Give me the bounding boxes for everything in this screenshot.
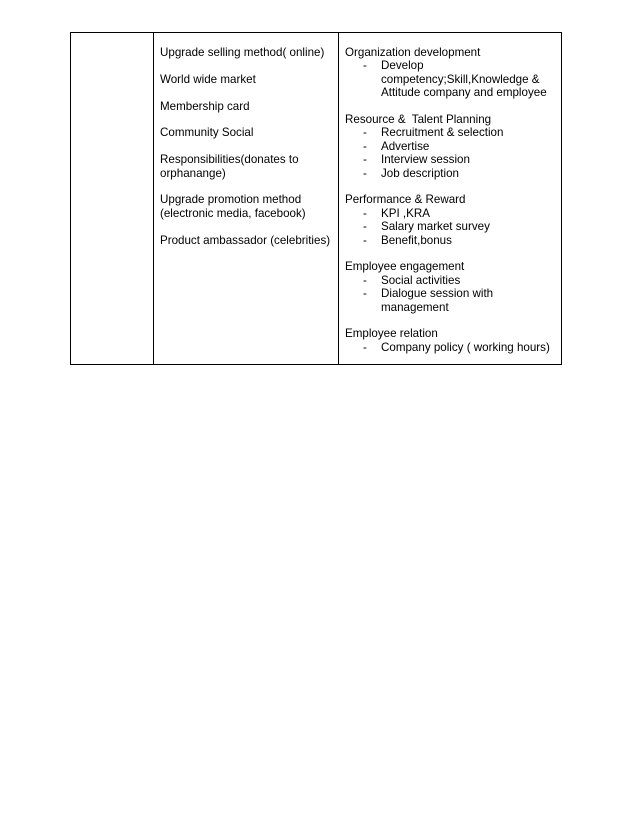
section-performance-reward	[345, 193, 553, 247]
dash-bullet: -	[363, 340, 367, 354]
list-item	[345, 140, 553, 153]
marketing-cell	[154, 33, 339, 365]
section-resource-talent-planning	[345, 113, 553, 180]
list-item-text: Company policy ( working hours)	[381, 340, 550, 354]
dash-bullet: -	[363, 59, 367, 73]
bullet-list	[345, 126, 553, 180]
section-organization-development	[345, 46, 553, 100]
list-item	[345, 341, 553, 354]
marketing-item: Responsibilities(donates to orphanange)	[160, 153, 299, 180]
section-employee-relation	[345, 327, 553, 354]
dash-bullet: -	[363, 166, 367, 180]
list-item-text: Interview session	[381, 153, 470, 167]
dash-bullet: -	[363, 153, 367, 167]
section-heading: Resource & Talent Planning	[345, 113, 492, 127]
bullet-list	[345, 341, 553, 354]
list-item-text: Salary market survey	[381, 220, 490, 234]
marketing-item: World wide market	[160, 72, 256, 86]
list-item-text: KPI ,KRA	[381, 206, 430, 220]
table-row	[71, 33, 562, 365]
marketing-item: Upgrade promotion method (electronic media, facebook)	[160, 193, 306, 220]
list-item-text: Benefit,bonus	[381, 233, 452, 247]
empty-cell	[71, 33, 154, 365]
list-item	[345, 153, 553, 166]
marketing-item: Community Social	[160, 126, 254, 140]
dash-bullet: -	[363, 220, 367, 234]
list-item	[345, 234, 553, 247]
dash-bullet: -	[363, 206, 367, 220]
list-item-text: Social activities	[381, 273, 461, 287]
marketing-item: Upgrade selling method( online)	[160, 46, 325, 59]
marketing-item: Membership card	[160, 99, 250, 113]
list-item	[345, 220, 553, 233]
bullet-list	[345, 207, 553, 247]
section-heading: Performance & Reward	[345, 193, 466, 207]
bullet-list	[345, 274, 553, 314]
dash-bullet: -	[363, 287, 367, 301]
list-item-text: Advertise	[381, 139, 430, 153]
dash-bullet: -	[363, 139, 367, 153]
list-item	[345, 207, 553, 220]
bullet-list	[345, 59, 553, 99]
list-item-text: Job description	[381, 166, 459, 180]
list-item	[345, 274, 553, 287]
marketing-item: Product ambassador (celebrities)	[160, 233, 331, 247]
section-heading: Employee relation	[345, 327, 438, 341]
section-employee-engagement	[345, 260, 553, 314]
list-item	[345, 59, 553, 99]
list-item	[345, 126, 553, 139]
hr-cell	[339, 33, 562, 365]
dash-bullet: -	[363, 233, 367, 247]
section-heading: Organization development	[345, 46, 481, 59]
list-item-text: Recruitment & selection	[381, 126, 504, 140]
list-item-text: Develop competency;Skill,Knowledge & Attitude company and employee	[381, 59, 547, 100]
list-item	[345, 287, 553, 314]
dash-bullet: -	[363, 126, 367, 140]
section-heading: Employee engagement	[345, 260, 465, 274]
dash-bullet: -	[363, 273, 367, 287]
list-item-text: Dialogue session with management	[381, 287, 494, 314]
strategy-table	[70, 32, 562, 365]
list-item	[345, 167, 553, 180]
